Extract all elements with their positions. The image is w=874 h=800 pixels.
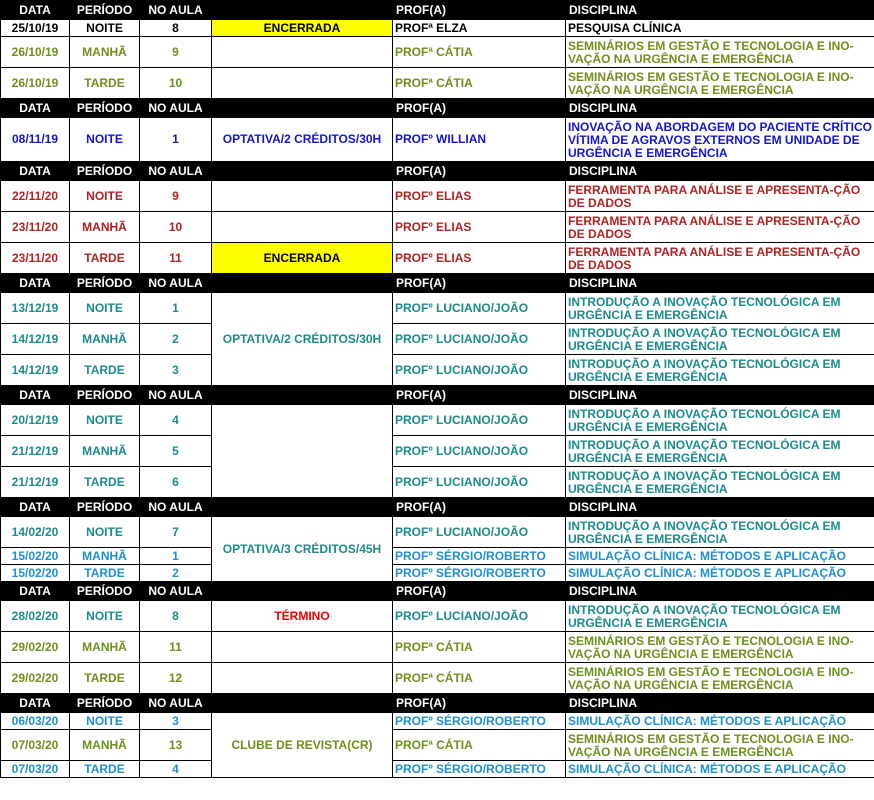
header-disciplina: DISCIPLINA xyxy=(566,1,874,20)
cell-disciplina: SIMULAÇÃO CLÍNICA: MÉTODOS E APLICAÇÃO xyxy=(566,565,874,582)
header-data: DATA xyxy=(1,694,70,713)
cell-aula: 1 xyxy=(140,293,212,324)
table-row xyxy=(1,405,874,436)
cell-data: 07/03/20 xyxy=(1,730,70,761)
cell-data: 13/12/19 xyxy=(1,293,70,324)
cell-prof: PROFª CÁTIA xyxy=(393,663,566,694)
cell-disciplina: FERRAMENTA PARA ANÁLISE E APRESENTA-ÇÃO DE DADOS xyxy=(566,212,874,243)
header-prof: PROF(A) xyxy=(393,99,566,118)
header-row xyxy=(1,1,874,20)
header-empty xyxy=(212,99,393,118)
cell-data: 15/02/20 xyxy=(1,565,70,582)
table-row xyxy=(1,20,874,37)
header-row xyxy=(1,582,874,601)
cell-prof: PROFª CÁTIA xyxy=(393,68,566,99)
cell-data: 14/12/19 xyxy=(1,324,70,355)
table-row xyxy=(1,663,874,694)
table-row xyxy=(1,517,874,548)
cell-aula: 4 xyxy=(140,405,212,436)
cell-disciplina: SEMINÁRIOS EM GESTÃO E TECNOLOGIA E INO-VAÇÃO NA URGÊNCIA E EMERGÊNCIA xyxy=(566,730,874,761)
cell-periodo: NOITE xyxy=(70,118,140,162)
header-data: DATA xyxy=(1,386,70,405)
cell-disciplina: INTRODUÇÃO A INOVAÇÃO TECNOLÓGICA EM URGÊNCIA E EMERGÊNCIA xyxy=(566,405,874,436)
termino-label: TÉRMINO xyxy=(212,601,393,632)
cell-aula: 13 xyxy=(140,730,212,761)
cell-data: 29/02/20 xyxy=(1,632,70,663)
cell-aula: 8 xyxy=(140,601,212,632)
header-disciplina: DISCIPLINA xyxy=(566,162,874,181)
cell-disciplina: FERRAMENTA PARA ANÁLISE E APRESENTA-ÇÃO DE DADOS xyxy=(566,181,874,212)
cell-prof: PROFº LUCIANO/JOÃO xyxy=(393,355,566,386)
cell-status: OPTATIVA/2 CRÉDITOS/30H xyxy=(212,118,393,162)
table-row xyxy=(1,355,874,386)
cell-disciplina: FERRAMENTA PARA ANÁLISE E APRESENTA-ÇÃO DE DADOS xyxy=(566,243,874,274)
header-disciplina: DISCIPLINA xyxy=(566,386,874,405)
cell-prof: PROFª CÁTIA xyxy=(393,37,566,68)
cell-prof: PROFº SÉRGIO/ROBERTO xyxy=(393,713,566,730)
table-row xyxy=(1,212,874,243)
cell-data: 28/02/20 xyxy=(1,601,70,632)
table-row xyxy=(1,436,874,467)
cell-prof: PROFº LUCIANO/JOÃO xyxy=(393,601,566,632)
cell-periodo: NOITE xyxy=(70,405,140,436)
cell-periodo: MANHÃ xyxy=(70,632,140,663)
table-row xyxy=(1,713,874,730)
cell-aula: 1 xyxy=(140,118,212,162)
cell-disciplina: INOVAÇÃO NA ABORDAGEM DO PACIENTE CRÍTICO VÍTIMA DE AGRAVOS EXTERNOS EM UNIDADE DE URGÊNCIA E EMERGÊNCIA xyxy=(566,118,874,162)
cell-status: OPTATIVA/3 CRÉDITOS/45H xyxy=(212,517,393,582)
table-row xyxy=(1,761,874,778)
cell-data: 07/03/20 xyxy=(1,761,70,778)
cell-periodo: TARDE xyxy=(70,355,140,386)
header-prof: PROF(A) xyxy=(393,582,566,601)
cell-prof: PROFº ELIAS xyxy=(393,212,566,243)
header-data: DATA xyxy=(1,162,70,181)
cell-data: 23/11/20 xyxy=(1,212,70,243)
cell-prof: PROFº LUCIANO/JOÃO xyxy=(393,405,566,436)
table-row xyxy=(1,601,874,632)
cell-aula: 3 xyxy=(140,713,212,730)
header-periodo: PERÍODO xyxy=(70,274,140,293)
cell-status xyxy=(212,632,393,663)
header-prof: PROF(A) xyxy=(393,274,566,293)
cell-periodo: TARDE xyxy=(70,243,140,274)
header-no-aula: NO AULA xyxy=(140,386,212,405)
cell-prof: PROFº SÉRGIO/ROBERTO xyxy=(393,761,566,778)
header-data: DATA xyxy=(1,99,70,118)
header-periodo: PERÍODO xyxy=(70,498,140,517)
cell-data: 14/02/20 xyxy=(1,517,70,548)
cell-disciplina: INTRODUÇÃO A INOVAÇÃO TECNOLÓGICA EM URGÊNCIA E EMERGÊNCIA xyxy=(566,436,874,467)
header-periodo: PERÍODO xyxy=(70,582,140,601)
header-empty xyxy=(212,694,393,713)
cell-data: 08/11/19 xyxy=(1,118,70,162)
cell-aula: 2 xyxy=(140,324,212,355)
cell-disciplina: SEMINÁRIOS EM GESTÃO E TECNOLOGIA E INO-VAÇÃO NA URGÊNCIA E EMERGÊNCIA xyxy=(566,37,874,68)
cell-disciplina: PESQUISA CLÍNICA xyxy=(566,20,874,37)
header-row xyxy=(1,99,874,118)
table-row xyxy=(1,565,874,582)
header-prof: PROF(A) xyxy=(393,1,566,20)
cell-aula: 2 xyxy=(140,565,212,582)
header-empty xyxy=(212,162,393,181)
header-no-aula: NO AULA xyxy=(140,1,212,20)
cell-aula: 5 xyxy=(140,436,212,467)
header-prof: PROF(A) xyxy=(393,386,566,405)
cell-disciplina: INTRODUÇÃO A INOVAÇÃO TECNOLÓGICA EM URGÊNCIA E EMERGÊNCIA xyxy=(566,293,874,324)
table-row xyxy=(1,293,874,324)
cell-periodo: TARDE xyxy=(70,761,140,778)
header-data: DATA xyxy=(1,274,70,293)
cell-disciplina: INTRODUÇÃO A INOVAÇÃO TECNOLÓGICA EM URGÊNCIA E EMERGÊNCIA xyxy=(566,517,874,548)
cell-data: 23/11/20 xyxy=(1,243,70,274)
header-no-aula: NO AULA xyxy=(140,99,212,118)
cell-aula: 6 xyxy=(140,467,212,498)
header-disciplina: DISCIPLINA xyxy=(566,99,874,118)
table-row xyxy=(1,181,874,212)
cell-status: OPTATIVA/2 CRÉDITOS/30H xyxy=(212,293,393,386)
header-data: DATA xyxy=(1,498,70,517)
cell-aula: 9 xyxy=(140,181,212,212)
cell-status xyxy=(212,663,393,694)
header-empty xyxy=(212,1,393,20)
cell-periodo: NOITE xyxy=(70,20,140,37)
cell-periodo: NOITE xyxy=(70,293,140,324)
header-no-aula: NO AULA xyxy=(140,162,212,181)
table-row xyxy=(1,730,874,761)
header-periodo: PERÍODO xyxy=(70,694,140,713)
cell-aula: 3 xyxy=(140,355,212,386)
cell-status xyxy=(212,37,393,68)
header-periodo: PERÍODO xyxy=(70,99,140,118)
cell-data: 29/02/20 xyxy=(1,663,70,694)
cell-data: 14/12/19 xyxy=(1,355,70,386)
cell-periodo: MANHÃ xyxy=(70,324,140,355)
header-prof: PROF(A) xyxy=(393,498,566,517)
table-row xyxy=(1,243,874,274)
cell-data: 25/10/19 xyxy=(1,20,70,37)
cell-prof: PROFº LUCIANO/JOÃO xyxy=(393,467,566,498)
header-empty xyxy=(212,386,393,405)
cell-prof: PROFº LUCIANO/JOÃO xyxy=(393,324,566,355)
header-row xyxy=(1,498,874,517)
header-no-aula: NO AULA xyxy=(140,274,212,293)
table-row xyxy=(1,324,874,355)
table-row xyxy=(1,68,874,99)
cell-aula: 11 xyxy=(140,632,212,663)
cell-data: 20/12/19 xyxy=(1,405,70,436)
header-no-aula: NO AULA xyxy=(140,694,212,713)
header-data: DATA xyxy=(1,1,70,20)
cell-data: 06/03/20 xyxy=(1,713,70,730)
cell-data: 21/12/19 xyxy=(1,467,70,498)
header-periodo: PERÍODO xyxy=(70,162,140,181)
cell-prof: PROFª ELZA xyxy=(393,20,566,37)
cell-status xyxy=(212,181,393,212)
cell-status xyxy=(212,68,393,99)
cell-disciplina: INTRODUÇÃO A INOVAÇÃO TECNOLÓGICA EM URGÊNCIA E EMERGÊNCIA xyxy=(566,601,874,632)
cell-prof: PROFª CÁTIA xyxy=(393,730,566,761)
cell-data: 22/11/20 xyxy=(1,181,70,212)
cell-periodo: MANHÃ xyxy=(70,37,140,68)
cell-prof: PROFº ELIAS xyxy=(393,181,566,212)
table-row xyxy=(1,548,874,565)
cell-periodo: NOITE xyxy=(70,181,140,212)
cell-disciplina: INTRODUÇÃO A INOVAÇÃO TECNOLÓGICA EM URGÊNCIA E EMERGÊNCIA xyxy=(566,467,874,498)
table-row xyxy=(1,632,874,663)
header-row xyxy=(1,274,874,293)
table-row xyxy=(1,467,874,498)
header-row xyxy=(1,694,874,713)
cell-aula: 1 xyxy=(140,548,212,565)
cell-prof: PROFº LUCIANO/JOÃO xyxy=(393,293,566,324)
cell-disciplina: INTRODUÇÃO A INOVAÇÃO TECNOLÓGICA EM URGÊNCIA E EMERGÊNCIA xyxy=(566,355,874,386)
cell-disciplina: SEMINÁRIOS EM GESTÃO E TECNOLOGIA E INO-VAÇÃO NA URGÊNCIA E EMERGÊNCIA xyxy=(566,632,874,663)
cell-periodo: TARDE xyxy=(70,467,140,498)
header-disciplina: DISCIPLINA xyxy=(566,582,874,601)
cell-disciplina: SIMULAÇÃO CLÍNICA: MÉTODOS E APLICAÇÃO xyxy=(566,761,874,778)
cell-prof: PROFº SÉRGIO/ROBERTO xyxy=(393,565,566,582)
cell-prof: PROFª CÁTIA xyxy=(393,632,566,663)
cell-disciplina: SIMULAÇÃO CLÍNICA: MÉTODOS E APLICAÇÃO xyxy=(566,713,874,730)
status-badge: ENCERRADA xyxy=(212,20,393,37)
cell-disciplina: SEMINÁRIOS EM GESTÃO E TECNOLOGIA E INO-VAÇÃO NA URGÊNCIA E EMERGÊNCIA xyxy=(566,68,874,99)
cell-aula: 11 xyxy=(140,243,212,274)
header-no-aula: NO AULA xyxy=(140,498,212,517)
cell-aula: 4 xyxy=(140,761,212,778)
cell-periodo: TARDE xyxy=(70,663,140,694)
cell-status xyxy=(212,212,393,243)
header-disciplina: DISCIPLINA xyxy=(566,274,874,293)
cell-periodo: NOITE xyxy=(70,517,140,548)
cell-disciplina: SEMINÁRIOS EM GESTÃO E TECNOLOGIA E INO-VAÇÃO NA URGÊNCIA E EMERGÊNCIA xyxy=(566,663,874,694)
cell-prof: PROFº LUCIANO/JOÃO xyxy=(393,436,566,467)
header-periodo: PERÍODO xyxy=(70,1,140,20)
cell-status: CLUBE DE REVISTA(CR) xyxy=(212,713,393,778)
cell-periodo: TARDE xyxy=(70,68,140,99)
cell-prof: PROFº SÉRGIO/ROBERTO xyxy=(393,548,566,565)
table-row xyxy=(1,118,874,162)
cell-disciplina: SIMULAÇÃO CLÍNICA: MÉTODOS E APLICAÇÃO xyxy=(566,548,874,565)
status-badge: ENCERRADA xyxy=(212,243,393,274)
header-row xyxy=(1,162,874,181)
header-empty xyxy=(212,274,393,293)
cell-status xyxy=(212,405,393,498)
cell-periodo: MANHÃ xyxy=(70,436,140,467)
header-disciplina: DISCIPLINA xyxy=(566,498,874,517)
header-data: DATA xyxy=(1,582,70,601)
header-row xyxy=(1,386,874,405)
cell-prof: PROFº WILLIAN xyxy=(393,118,566,162)
cell-prof: PROFº ELIAS xyxy=(393,243,566,274)
cell-disciplina: INTRODUÇÃO A INOVAÇÃO TECNOLÓGICA EM URGÊNCIA E EMERGÊNCIA xyxy=(566,324,874,355)
cell-aula: 10 xyxy=(140,68,212,99)
header-disciplina: DISCIPLINA xyxy=(566,694,874,713)
header-no-aula: NO AULA xyxy=(140,582,212,601)
cell-aula: 9 xyxy=(140,37,212,68)
cell-periodo: NOITE xyxy=(70,601,140,632)
cell-data: 15/02/20 xyxy=(1,548,70,565)
cell-prof: PROFº LUCIANO/JOÃO xyxy=(393,517,566,548)
header-empty xyxy=(212,582,393,601)
header-prof: PROF(A) xyxy=(393,162,566,181)
cell-periodo: MANHÃ xyxy=(70,212,140,243)
header-periodo: PERÍODO xyxy=(70,386,140,405)
table-row xyxy=(1,37,874,68)
header-prof: PROF(A) xyxy=(393,694,566,713)
cell-periodo: MANHÃ xyxy=(70,548,140,565)
cell-aula: 7 xyxy=(140,517,212,548)
cell-data: 26/10/19 xyxy=(1,37,70,68)
cell-data: 21/12/19 xyxy=(1,436,70,467)
cell-periodo: MANHÃ xyxy=(70,730,140,761)
cell-periodo: NOITE xyxy=(70,713,140,730)
cell-periodo: TARDE xyxy=(70,565,140,582)
header-empty xyxy=(212,498,393,517)
cell-aula: 10 xyxy=(140,212,212,243)
cell-aula: 8 xyxy=(140,20,212,37)
cell-aula: 12 xyxy=(140,663,212,694)
cell-data: 26/10/19 xyxy=(1,68,70,99)
